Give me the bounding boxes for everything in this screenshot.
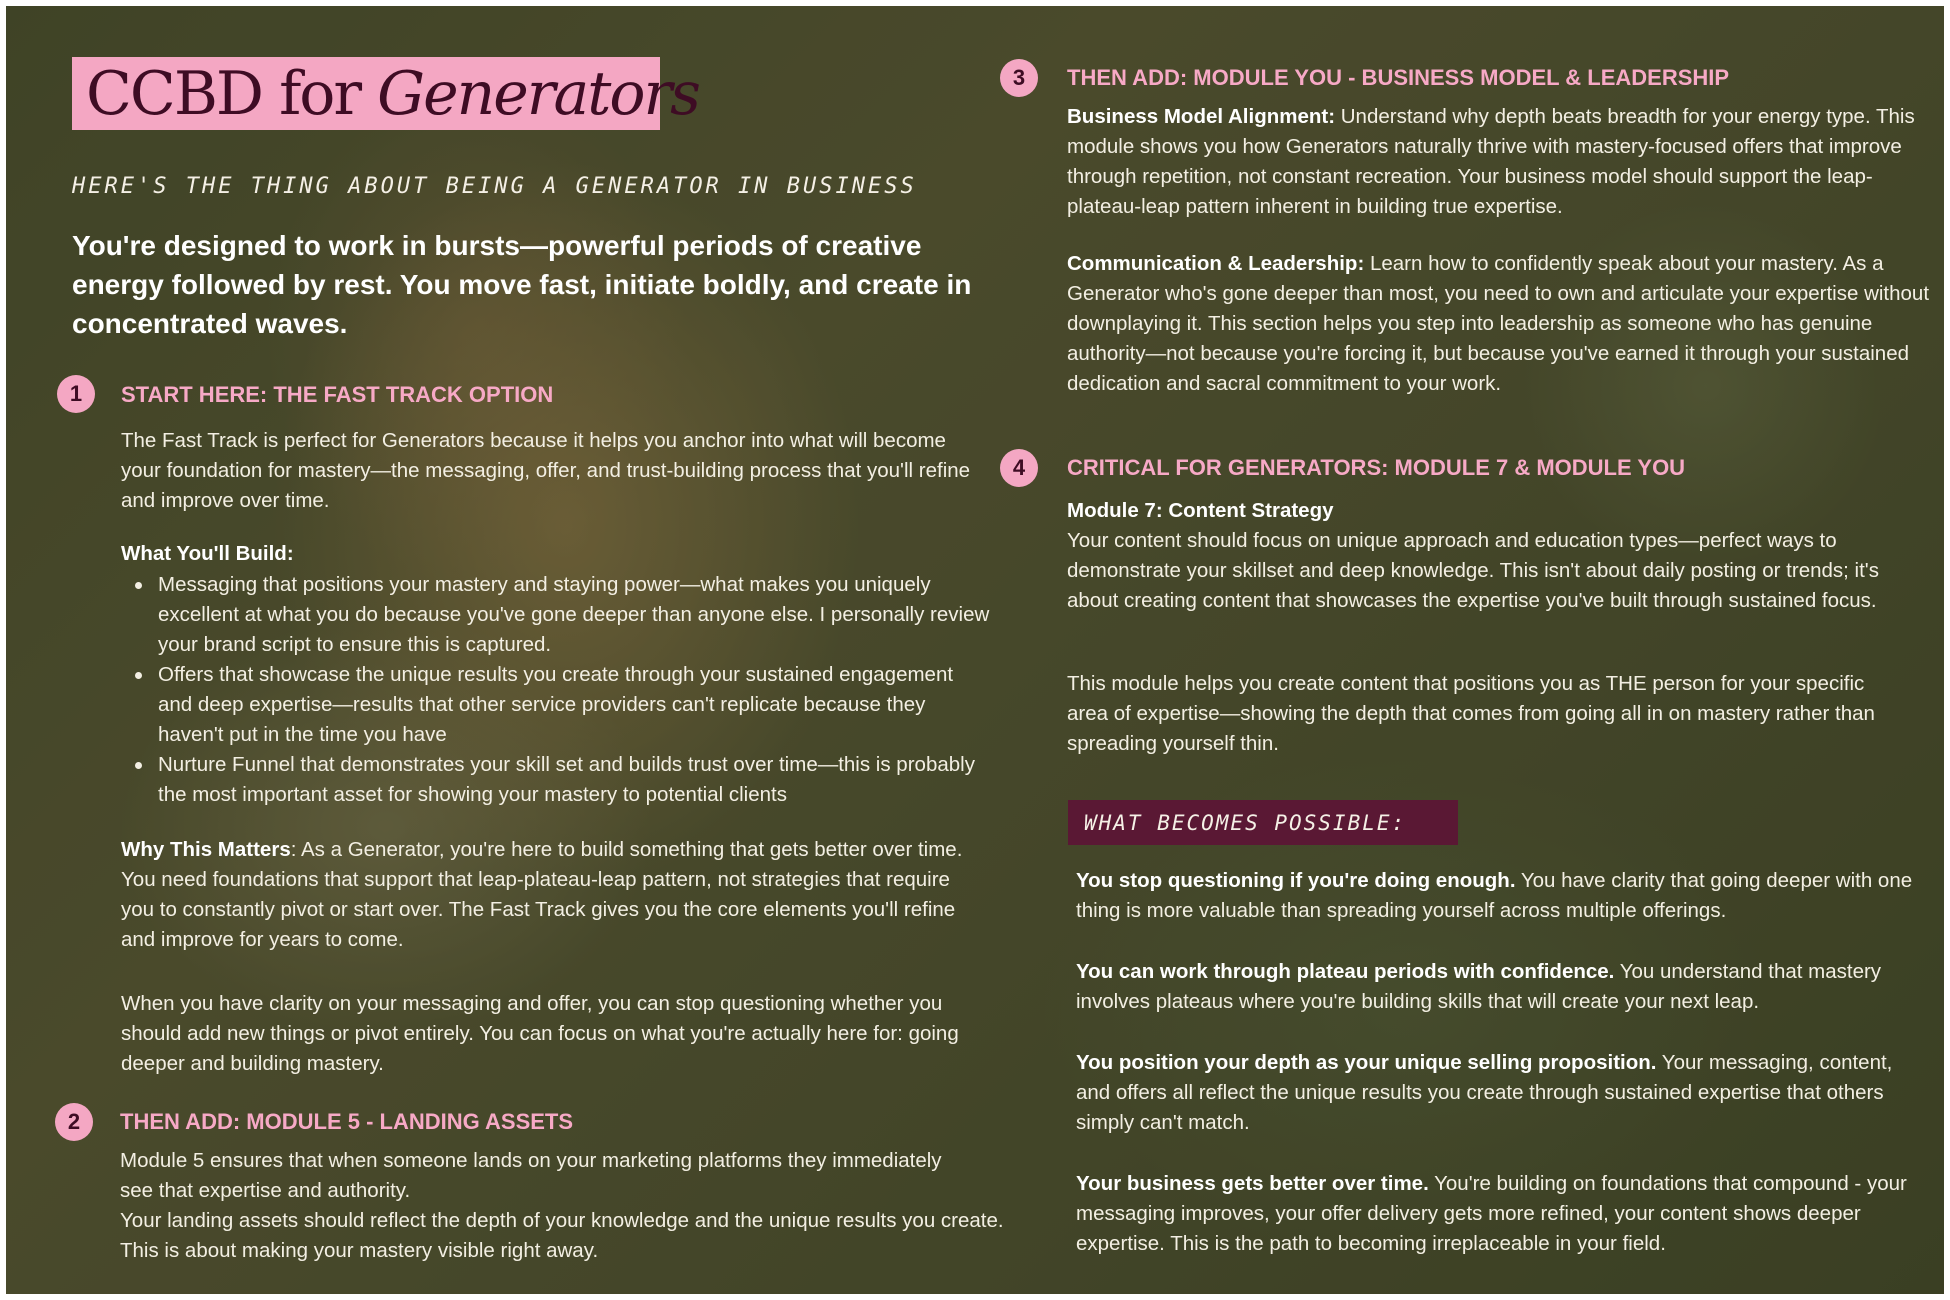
section-3-paragraph-1: [1067, 102, 1927, 222]
possible-item-4-bold: Your business gets better over time.: [1076, 1172, 1429, 1195]
section-2-line-2: Your landing assets should reflect the depth of your knowledge and the unique results you create. This is about making your mastery visible right away.: [120, 1209, 1004, 1262]
section-3-number: 3: [1000, 59, 1038, 97]
possible-item-2: [1076, 957, 1926, 1017]
section-4-paragraph-2: This module helps you create content that positions you as THE person for your specific area of expertise—showing the depth that comes from going all in on mastery rather than spreading yourself thin.: [1067, 672, 1875, 755]
list-item: Messaging that positions your mastery and staying power—what makes you uniquely excellent at what you do because you've gone deeper than anyone else. I personally review your brand script to ensure this is captured.: [121, 570, 991, 660]
section-3-p2-label: Communication & Leadership:: [1067, 252, 1365, 275]
possible-item-1-text: You have clarity that going deeper with one thing is more valuable than spreading yourself across multiple offerings.: [1076, 869, 1913, 922]
list-item: Nurture Funnel that demonstrates your skill set and builds trust over time—this is probably the most important asset for showing your mastery to potential clients: [121, 750, 991, 810]
section-3-paragraph-2: [1067, 249, 1937, 399]
section-3-p2-text: Learn how to confidently speak about your mastery. As a Generator who's gone deeper than most, you need to own and articulate your expertise without downplaying it. This section helps you step into leadership as someone who has genuine authority—not because you're forcing it, but because you've earned it through your sustained dedication and sacral commitment to your work.: [1067, 252, 1930, 395]
title-part-2: Generators: [377, 59, 699, 129]
section-1-number: 1: [57, 375, 95, 413]
section-4-subheading: Module 7: Content Strategy: [1067, 499, 1334, 522]
page-title: [86, 58, 699, 130]
possible-label: WHAT BECOMES POSSIBLE:: [1084, 811, 1407, 835]
page: [6, 6, 1944, 1294]
subtitle: [72, 174, 917, 199]
possible-item-2-text: You understand that mastery involves plateaus where you're building skills that will create your next leap.: [1076, 960, 1882, 1013]
section-1-why-text: : As a Generator, you're here to build something that gets better over time. You need foundations that support that leap-plateau-leap pattern, not strategies that require you to constantly pivot or start over. The Fast Track gives you the core elements you'll refine and improve for years to come.: [121, 838, 963, 951]
section-2-heading: THEN ADD: MODULE 5 - LANDING ASSETS: [120, 1109, 574, 1134]
lead-paragraph: You're designed to work in bursts—powerful periods of creative energy followed by rest. You move fast, initiate boldly, and create in concentrated waves.: [72, 230, 972, 339]
section-1-why-label: Why This Matters: [121, 838, 291, 861]
possible-item-3-text: Your messaging, content, and offers all reflect the unique results you create through sustained expertise that others simply can't match.: [1076, 1051, 1893, 1134]
possible-item-4-text: You're building on foundations that compound - your messaging improves, your offer delivery gets more refined, your content shows deeper expertise. This is the path to becoming irreplaceable in your field.: [1076, 1172, 1907, 1255]
section-1-heading: START HERE: THE FAST TRACK OPTION: [121, 382, 554, 407]
section-1-closing: When you have clarity on your messaging and offer, you can stop questioning whether you should add new things or pivot entirely. You can focus on what you're actually here for: going deeper and building mastery.: [121, 992, 959, 1075]
section-4-number: 4: [1000, 449, 1038, 487]
section-2-line-1: Module 5 ensures that when someone lands on your marketing platforms they immediately see that expertise and authority.: [120, 1149, 942, 1202]
section-3-p1-label: Business Model Alignment:: [1067, 105, 1336, 128]
section-3-p1-text: Understand why depth beats breadth for your energy type. This module shows you how Generators naturally thrive with mastery-focused offers that improve through repetition, not constant recreation. Your business model should support the leap-plateau-leap pattern inherent in building true expertise.: [1067, 105, 1915, 218]
title-part-1: CCBD for: [86, 59, 378, 129]
possible-item-3: [1076, 1048, 1906, 1138]
list-item: Offers that showcase the unique results you create through your sustained engagement and deep expertise—results that other service providers can't replicate because they haven't put in the time you have: [121, 660, 991, 750]
possible-item-4: [1076, 1169, 1926, 1259]
possible-item-1-bold: You stop questioning if you're doing enough.: [1076, 869, 1516, 892]
section-1-why: [121, 835, 981, 955]
section-2-number: 2: [55, 1103, 93, 1141]
section-4-paragraph-1: Your content should focus on unique approach and education types—perfect ways to demonstrate your skillset and deep knowledge. This isn't about daily posting or trends; it's about creating content that showcases the expertise you've built through sustained focus.: [1067, 529, 1879, 612]
possible-item-2-bold: You can work through plateau periods with confidence.: [1076, 960, 1615, 983]
section-1-intro: The Fast Track is perfect for Generators because it helps you anchor into what will become your foundation for mastery—the messaging, offer, and trust-building process that you'll refine and improve over time.: [121, 429, 971, 512]
section-3-heading: THEN ADD: MODULE YOU - BUSINESS MODEL & LEADERSHIP: [1067, 65, 1730, 90]
possible-item-3-bold: You position your depth as your unique selling proposition.: [1076, 1051, 1657, 1074]
subtitle-text: HERE'S THE THING ABOUT BEING A GENERATOR IN BUSINESS: [72, 174, 917, 199]
section-1-build-label: What You'll Build:: [121, 542, 294, 565]
possible-item-1: [1076, 866, 1926, 926]
section-4-heading: CRITICAL FOR GENERATORS: MODULE 7 & MODULE YOU: [1067, 455, 1686, 480]
section-1-bullet-list: [121, 570, 991, 810]
